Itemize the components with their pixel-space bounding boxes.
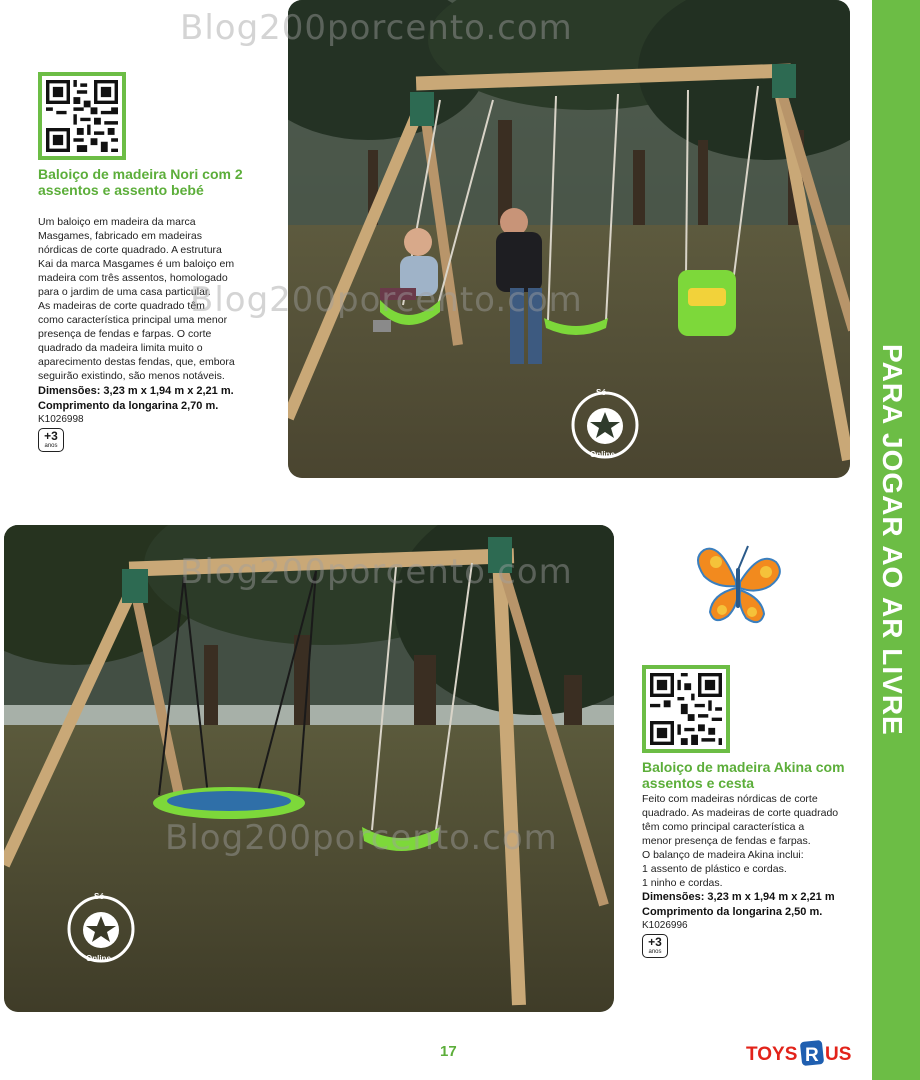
qr-code-icon [650,673,722,745]
section-title: PARA JOGAR AO AR LIVRE [877,344,908,736]
online-only-badge-2-bottom: Online [86,954,111,963]
online-only-badge-2-top: Só [94,892,105,901]
watermark: Blog200porcento.com [165,818,558,858]
product-1-title: Baloiço de madeira Nori com 2 assentos e assento bebé [38,166,243,198]
qr-code-2[interactable] [642,665,730,753]
product-2-beam-length: Comprimento da longarina 2,50 m. [642,906,823,918]
age-badge-2: +3 anos [642,934,668,958]
page-number: 17 [440,1043,457,1060]
product-1-ref: K1026998 [38,414,84,425]
product-2-dimensions: Dimensões: 3,23 m x 1,94 m x 2,21 m [642,891,835,903]
product-2-title: Baloiço de madeira Akina com assentos e cesta [642,759,845,791]
qr-code-icon [46,80,118,152]
watermark: Blog200porcento.com [180,552,573,592]
svg-text:R: R [805,1045,819,1066]
svg-text:TOYS: TOYS [746,1044,798,1065]
qr-code-1[interactable] [38,72,126,160]
svg-text:US: US [825,1044,852,1065]
watermark: Blog200porcento.com [180,8,573,48]
product-1-description: Um baloiço em madeira da marca Masgames, fabricado em madeiras nórdicas de corte quadrado. A estrutura Kai da marca Masgames é um baloiço em madeira com três assentos, homologado para o jardim de uma casa particular. As madeiras de corte quadrado têm como característica principal uma menor presença de fendas e farpas. O corte quadrado da madeira limita muito o aparecimento destas fendas, que, embora seguirão existindo, são menos notáveis. [38,216,235,382]
online-only-badge-1-top: Só [596,388,607,397]
product-1-dimensions: Dimensões: 3,23 m x 1,94 m x 2,21 m. [38,385,234,397]
product-2-description: Feito com madeiras nórdicas de corte quadrado. As madeiras de corte quadrado têm como principal característica a menor presença de fendas e farpas. O balanço de madeira Akina inclui: 1 assento de plástico e cordas. 1 ninho e cordas. [642,793,839,889]
toys-r-us-logo [746,1040,854,1066]
butterfly-icon [690,536,786,632]
online-only-badge-1-bottom: Online [590,450,615,459]
product-2-ref: K1026996 [642,920,688,931]
product-1-beam-length: Comprimento da longarina 2,70 m. [38,400,219,412]
watermark: Blog200porcento.com [190,280,583,320]
age-badge-1: +3 anos [38,428,64,452]
